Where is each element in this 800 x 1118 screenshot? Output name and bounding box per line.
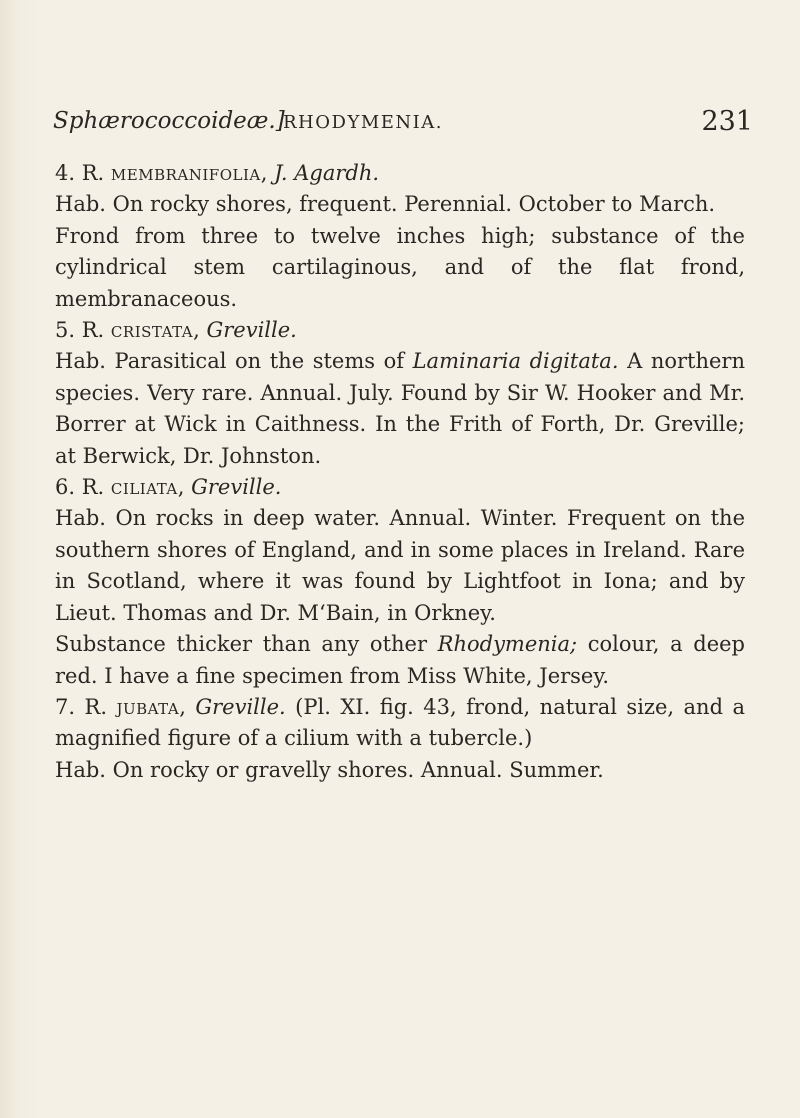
entry-authority: J. Agardh. — [274, 161, 380, 185]
habitat-paragraph: Hab. On rocky shores, frequent. Perennial. October to March. — [55, 192, 716, 217]
species-entry-heading: 5. R. cristata, Greville. — [55, 318, 297, 343]
page-body — [55, 158, 745, 786]
plate-reference: (Pl. XI. fig. 43, frond, natural size, and a magnified figure of a cilium with a tubercle.) — [55, 694, 745, 751]
habitat-paragraph: Hab. On rocky or gravelly shores. Annual. Summer. — [55, 757, 604, 782]
entry-species: jubata — [116, 694, 180, 719]
page-number: 231 — [701, 106, 753, 137]
entry-number: 4. — [55, 161, 76, 185]
habitat-paragraph: Hab. On rocks in deep water. Annual. Winter. Frequent on the southern shores of England, and in some places in Ireland. Rare in Scotland, where it was found by Lightfoot in Iona; and by Lieut. Thomas and Dr. M‘Bain, in Orkney. — [55, 506, 745, 625]
entry-genus: R. — [84, 694, 108, 719]
entry-number: 7. — [55, 694, 76, 719]
species-entry-heading: 4. R. membranifolia, J. Agardh. — [55, 161, 380, 185]
entry-species: membranifolia — [110, 161, 261, 185]
entry-species: cristata — [110, 318, 194, 343]
entry-authority: Greville. — [206, 318, 297, 343]
habitat-text-rest: A northern species. Very rare. Annual. July. Found by Sir W. Hooker and Mr. Borrer at Wick in Caithness. In the Frith of Forth, Dr. Greville; at Berwick, Dr. Johnston. — [55, 349, 745, 468]
habitat-paragraph — [55, 346, 745, 472]
entry-authority: Greville. — [195, 694, 286, 719]
species-entry-heading: 6. R. ciliata, Greville. — [55, 475, 282, 500]
entry-genus: R. — [81, 475, 105, 500]
note-paragraph — [55, 629, 745, 692]
note-text: Substance thicker than any other — [55, 632, 438, 657]
description-paragraph: Frond from three to twelve inches high; substance of the cylindrical stem cartilaginous, and of the flat frond, membranaceous. — [55, 223, 745, 311]
running-header — [53, 108, 753, 148]
genus-title: RHODYMENIA. — [283, 112, 443, 133]
entry-genus: R. — [81, 318, 105, 343]
habitat-text: Hab. Parasitical on the stems of — [55, 349, 413, 374]
note-genus: Rhodymenia; — [437, 632, 578, 657]
entry-genus: R. — [81, 161, 105, 185]
entry-number: 5. — [55, 318, 76, 343]
host-species: Laminaria digitata. — [412, 349, 619, 374]
section-title: Sphærococcoideæ.] — [53, 108, 285, 134]
entry-number: 6. — [55, 475, 76, 500]
entry-authority: Greville. — [191, 475, 282, 500]
note-text-rest: colour, a deep red. I have a fine specimen from Miss White, Jersey. — [55, 632, 745, 688]
species-entry-heading: 7. R. jubata, Greville. (Pl. XI. fig. 43, frond, natural size, and a magnified figure of a cilium with a tubercle.) — [55, 694, 745, 751]
entry-species: ciliata — [110, 475, 178, 500]
